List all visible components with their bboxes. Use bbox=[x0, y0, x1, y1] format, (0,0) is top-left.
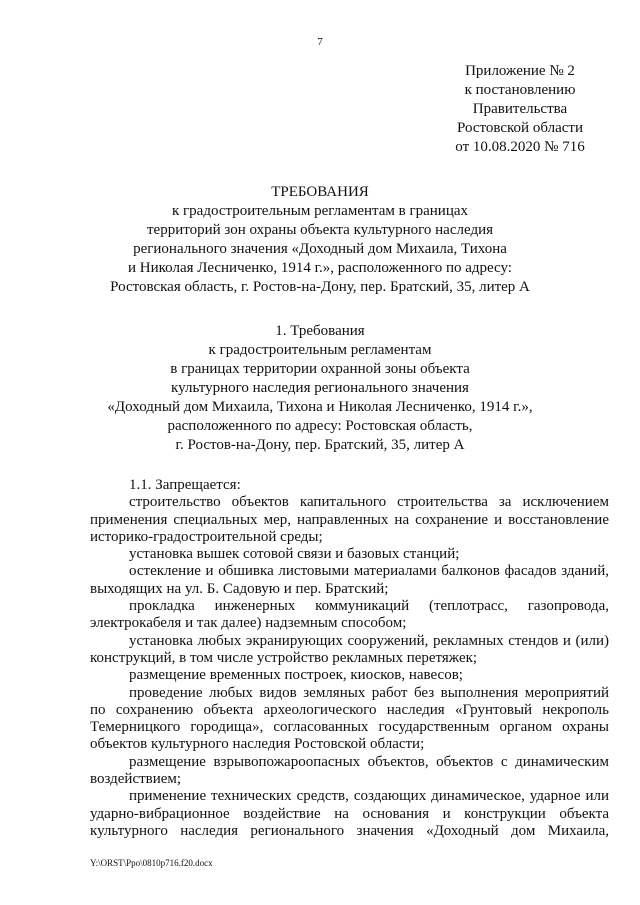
body-line: историко-градостроительной среды; bbox=[90, 528, 323, 545]
title-line: регионального значения «Доходный дом Михаила, Тихона bbox=[133, 241, 507, 257]
title-line: Ростовская область, г. Ростов-на-Дону, пер. Братский, 35, литер А bbox=[110, 279, 530, 295]
section-line: расположенного по адресу: Ростовская область, bbox=[167, 418, 473, 434]
body-line: электрокабеля и так далее) надземным способом; bbox=[90, 615, 407, 632]
title-line: и Николая Лесниченко, 1914 г.», расположенного по адресу: bbox=[128, 260, 512, 276]
section-line: г. Ростов-на-Дону, пер. Братский, 35, литер А bbox=[175, 437, 465, 453]
body-line: применение технических средств, создающих динамическое, ударное или bbox=[129, 788, 609, 805]
body-line: установка вышек сотовой связи и базовых станций; bbox=[129, 546, 460, 563]
appendix-line: Правительства bbox=[472, 101, 568, 117]
title-line: территорий зон охраны объекта культурного наследия bbox=[147, 222, 493, 238]
body-line: по сохранению объекта археологического наследия «Грунтовый некрополь bbox=[90, 701, 609, 718]
body-line: культурного наследия регионального значения «Доходный дом Михаила, bbox=[90, 822, 609, 839]
section-heading bbox=[60, 322, 580, 455]
document-title bbox=[60, 183, 580, 297]
body-line: конструкций, в том числе устройство рекламных перетяжек; bbox=[90, 649, 478, 666]
body-line: 1.1. Запрещается: bbox=[129, 477, 241, 493]
body-line: остекление и обшивка листовыми материалами балконов фасадов зданий, bbox=[129, 563, 609, 580]
body-line: выходящих на ул. Б. Садовую и пер. Братский; bbox=[90, 580, 389, 597]
appendix-line: к постановлению bbox=[464, 82, 576, 98]
body-line: строительство объектов капитального строительства за исключением bbox=[129, 494, 609, 511]
appendix-header bbox=[440, 62, 600, 157]
body-line: применения специальных мер, направленных на сохранение и восстановление bbox=[90, 511, 609, 528]
file-path-footer: Y:\ORST\Ppo\0810p716.f20.docx bbox=[90, 858, 213, 868]
section-line: к градостроительным регламентам bbox=[208, 342, 432, 358]
page-number: 7 bbox=[317, 36, 323, 48]
section-line: «Доходный дом Михаила, Тихона и Николая Лесниченко, 1914 г.», bbox=[107, 399, 533, 415]
section-line: в границах территории охранной зоны объекта bbox=[170, 361, 470, 377]
body-line: проведение любых видов земляных работ без выполнения мероприятий bbox=[129, 684, 609, 701]
body-line: размещение взрывопожароопасных объектов, объектов с динамическим bbox=[129, 753, 609, 770]
body-line: прокладка инженерных коммуникаций (теплотрасс, газопровода, bbox=[129, 598, 609, 615]
body-line: размещение временных построек, киосков, навесов; bbox=[129, 667, 463, 684]
body-line: установка любых экранирующих сооружений, рекламных стендов и (или) bbox=[129, 632, 609, 649]
section-line: культурного наследия регионального значения bbox=[171, 380, 469, 396]
appendix-line: Приложение № 2 bbox=[465, 63, 575, 79]
appendix-line: от 10.08.2020 № 716 bbox=[455, 139, 585, 155]
title-line: к градостроительным регламентам в границах bbox=[171, 203, 469, 219]
appendix-line: Ростовской области bbox=[457, 120, 583, 136]
body-line: воздействием; bbox=[90, 771, 182, 788]
body-text bbox=[90, 477, 609, 840]
body-line: объектов культурного наследия Ростовской области; bbox=[90, 736, 425, 753]
title-heading: ТРЕБОВАНИЯ bbox=[271, 184, 369, 200]
section-line: 1. Требования bbox=[275, 323, 365, 339]
body-line: Темерницкого городища», согласованных государственным органом охраны bbox=[90, 719, 609, 736]
body-line: ударно-вибрационное воздействие на основания и конструкции объекта bbox=[90, 805, 609, 822]
